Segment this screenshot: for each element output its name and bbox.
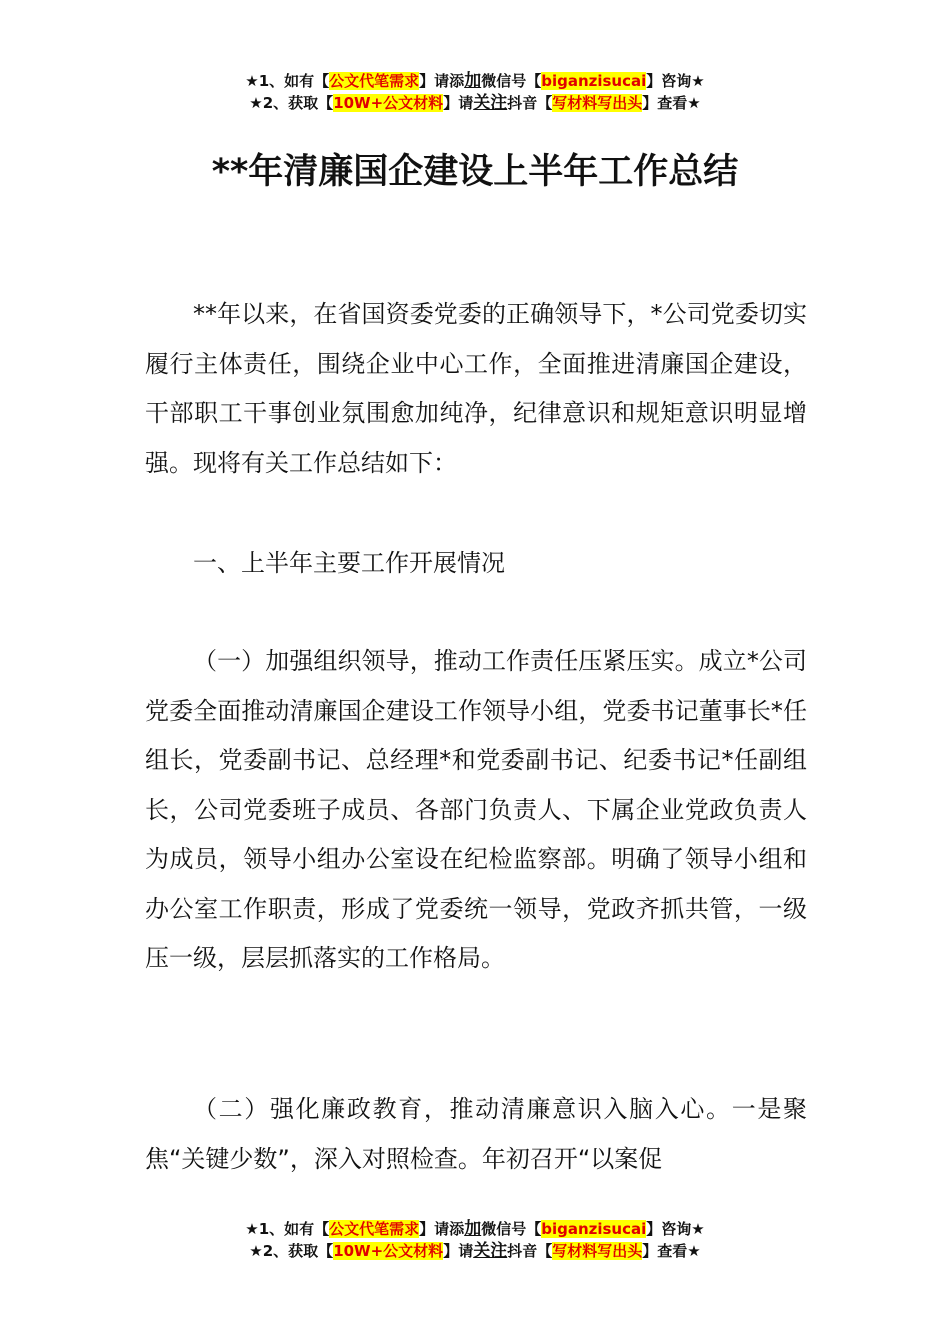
banner-highlight: 写材料写出头 [552,1242,643,1260]
banner-text: ★1、如有【 [245,1220,330,1238]
banner-text: 抖音【 [507,94,553,112]
banner-underline: 关注 [473,93,508,113]
banner-text: 】查看★ [642,94,701,112]
banner-line-1 [0,1218,950,1240]
banner-highlight: 10W+公文材料 [333,94,444,112]
body-paragraph-1 [145,290,807,488]
banner-highlight: biganzisucai [541,1220,647,1238]
banner-line-2 [0,1240,950,1262]
banner-text: 】请添 [419,72,465,90]
banner-text: 微信号【 [481,1220,542,1238]
section-heading-1 [145,539,807,589]
body-paragraph-3 [145,1085,807,1184]
banner-text: 】请 [443,1242,474,1260]
banner-highlight: 10W+公文材料 [333,1242,444,1260]
banner-text: ★2、获取【 [249,1242,334,1260]
paragraph-text: （二）强化廉政教育，推动清廉意识入脑入心。一是聚焦“关键少数”，深入对照检查。年初召开“以案促 [145,1095,807,1173]
banner-text: ★1、如有【 [245,72,330,90]
banner-text: 】咨询★ [646,72,705,90]
banner-underline: 关注 [473,1241,508,1261]
footer-banner [0,1218,950,1262]
banner-underline: 加 [464,1219,482,1239]
heading-text: 一、上半年主要工作开展情况 [193,549,505,577]
header-banner [0,70,950,114]
banner-text: 】咨询★ [646,1220,705,1238]
banner-text: 】请添 [419,1220,465,1238]
banner-highlight: biganzisucai [541,72,647,90]
banner-line-1 [0,70,950,92]
document-title: **年清廉国企建设上半年工作总结 [211,152,739,192]
banner-highlight: 公文代笔需求 [329,72,420,90]
banner-highlight: 公文代笔需求 [329,1220,420,1238]
banner-text: 微信号【 [481,72,542,90]
banner-text: ★2、获取【 [249,94,334,112]
paragraph-text: **年以来，在省国资委党委的正确领导下，*公司党委切实履行主体责任，围绕企业中心工作，全面推进清廉国企建设，干部职工干事创业氛围愈加纯净，纪律意识和规矩意识明显增强。现将有关工作总结如下： [145,300,807,477]
banner-underline: 加 [464,71,482,91]
banner-line-2 [0,92,950,114]
body-paragraph-2 [145,637,807,984]
banner-text: 】查看★ [642,1242,701,1260]
banner-text: 抖音【 [507,1242,553,1260]
banner-text: 】请 [443,94,474,112]
paragraph-text: （一）加强组织领导，推动工作责任压紧压实。成立*公司党委全面推动清廉国企建设工作领导小组，党委书记董事长*任组长，党委副书记、总经理*和党委副书记、纪委书记*任副组长，公司党委班子成员、各部门负责人、下属企业党政负责人为成员，领导小组办公室设在纪检监察部。明确了领导小组和办公室工作职责，形成了党委统一领导，党政齐抓共管，一级压一级，层层抓落实的工作格局。 [145,647,807,972]
banner-highlight: 写材料写出头 [552,94,643,112]
